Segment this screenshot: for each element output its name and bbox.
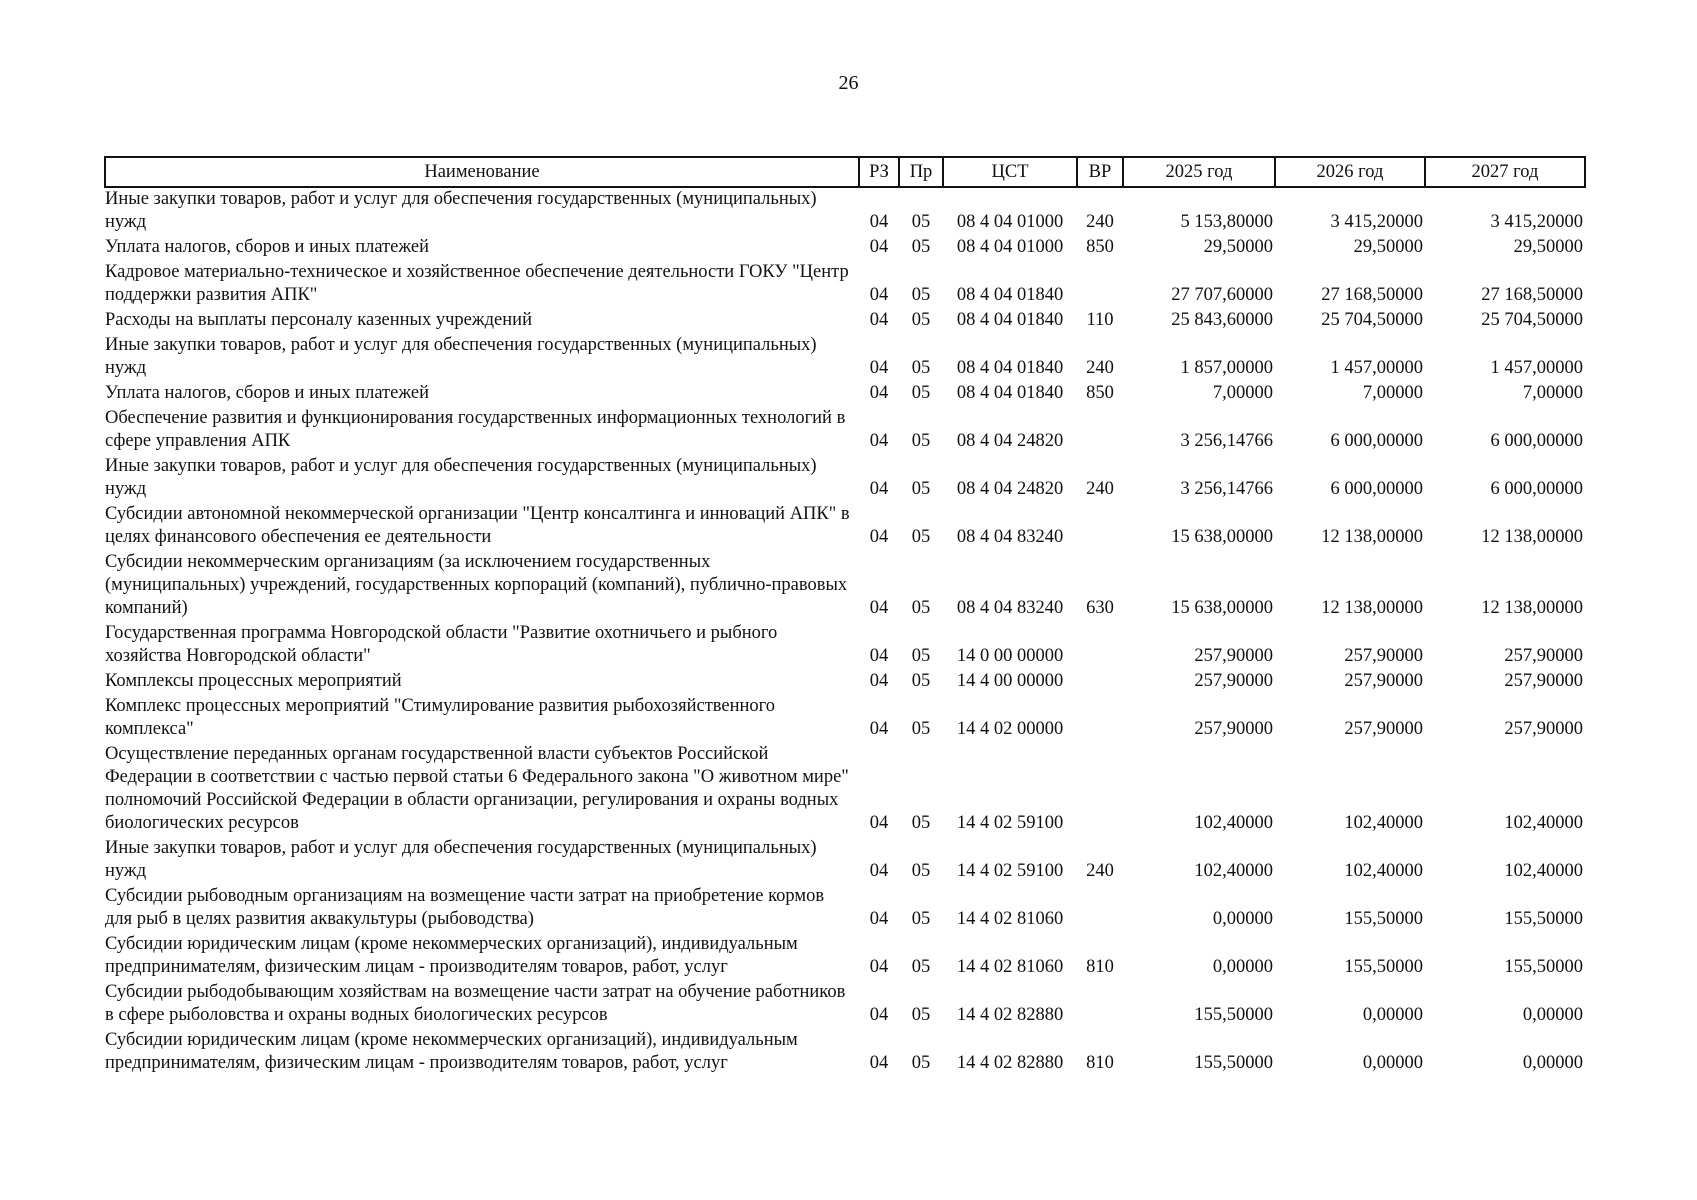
header-rz: РЗ bbox=[859, 157, 899, 187]
row-pr: 05 bbox=[911, 383, 931, 403]
row-value-2027: 6 000,00000 bbox=[1490, 431, 1583, 451]
row-name: Комплекс процессных мероприятий "Стимулирование развития рыбохозяйственного комплекса" bbox=[105, 696, 776, 739]
row-vr bbox=[1077, 503, 1123, 551]
row-value-2026: 3 415,20000 bbox=[1330, 212, 1423, 232]
row-vr bbox=[1077, 743, 1123, 837]
row-vr: 810 bbox=[1086, 957, 1114, 977]
row-cst: 14 0 00 00000 bbox=[956, 646, 1064, 666]
row-value-2025: 0,00000 bbox=[1212, 957, 1273, 977]
header-2026: 2026 год bbox=[1275, 157, 1425, 187]
row-pr: 05 bbox=[911, 212, 931, 232]
row-vr bbox=[1077, 695, 1123, 743]
table-row bbox=[105, 407, 1585, 455]
row-value-2026: 7,00000 bbox=[1362, 383, 1423, 403]
row-value-2025: 27 707,60000 bbox=[1171, 285, 1273, 305]
header-name: Наименование bbox=[105, 157, 859, 187]
row-cst: 08 4 04 01840 bbox=[956, 358, 1064, 378]
table-row bbox=[105, 622, 1585, 670]
row-cst: 08 4 04 24820 bbox=[956, 431, 1064, 451]
row-value-2027: 257,90000 bbox=[1504, 719, 1583, 739]
row-pr: 05 bbox=[911, 527, 931, 547]
row-pr: 05 bbox=[911, 719, 931, 739]
row-pr: 05 bbox=[911, 909, 931, 929]
row-value-2027: 12 138,00000 bbox=[1481, 598, 1583, 618]
table-row bbox=[105, 743, 1585, 837]
row-pr: 05 bbox=[911, 1005, 931, 1025]
row-value-2025: 7,00000 bbox=[1212, 383, 1273, 403]
row-rz: 04 bbox=[869, 598, 889, 618]
row-value-2026: 6 000,00000 bbox=[1330, 479, 1423, 499]
header-2025: 2025 год bbox=[1123, 157, 1275, 187]
row-vr bbox=[1077, 407, 1123, 455]
row-name: Субсидии некоммерческим организациям (за исключением государственных (муниципальных) учреждений, государственных корпораций (компаний), публично-правовых компаний) bbox=[105, 552, 848, 618]
row-value-2027: 257,90000 bbox=[1504, 671, 1583, 691]
row-value-2027: 155,50000 bbox=[1504, 957, 1583, 977]
row-value-2026: 155,50000 bbox=[1344, 909, 1423, 929]
row-value-2027: 155,50000 bbox=[1504, 909, 1583, 929]
row-value-2026: 102,40000 bbox=[1344, 861, 1423, 881]
row-vr: 240 bbox=[1086, 212, 1114, 232]
row-value-2025: 257,90000 bbox=[1194, 719, 1273, 739]
row-cst: 08 4 04 83240 bbox=[956, 598, 1064, 618]
row-rz: 04 bbox=[869, 813, 889, 833]
row-cst: 08 4 04 01000 bbox=[956, 212, 1064, 232]
row-rz: 04 bbox=[869, 671, 889, 691]
row-rz: 04 bbox=[869, 212, 889, 232]
table-row bbox=[105, 837, 1585, 885]
row-value-2026: 0,00000 bbox=[1362, 1005, 1423, 1025]
row-value-2025: 155,50000 bbox=[1194, 1053, 1273, 1073]
row-cst: 14 4 02 81060 bbox=[956, 909, 1064, 929]
row-name: Кадровое материально-техническое и хозяйственное обеспечение деятельности ГОКУ "Центр поддержки развития АПК" bbox=[105, 262, 849, 305]
row-cst: 14 4 02 59100 bbox=[956, 861, 1064, 881]
table-row bbox=[105, 670, 1585, 695]
row-value-2027: 7,00000 bbox=[1522, 383, 1583, 403]
table-body bbox=[105, 187, 1585, 1077]
row-vr bbox=[1077, 670, 1123, 695]
table-row bbox=[105, 885, 1585, 933]
row-value-2025: 257,90000 bbox=[1194, 671, 1273, 691]
row-cst: 14 4 02 82880 bbox=[956, 1005, 1064, 1025]
row-pr: 05 bbox=[911, 237, 931, 257]
row-rz: 04 bbox=[869, 646, 889, 666]
row-name: Субсидии автономной некоммерческой организации "Центр консалтинга и инноваций АПК" в целях финансового обеспечения ее деятельности bbox=[105, 504, 850, 547]
row-value-2027: 12 138,00000 bbox=[1481, 527, 1583, 547]
row-vr: 630 bbox=[1086, 598, 1114, 618]
row-vr bbox=[1077, 885, 1123, 933]
row-value-2025: 5 153,80000 bbox=[1180, 212, 1273, 232]
row-cst: 14 4 00 00000 bbox=[956, 671, 1064, 691]
row-value-2026: 257,90000 bbox=[1344, 646, 1423, 666]
row-value-2027: 29,50000 bbox=[1513, 237, 1583, 257]
header-cst: ЦСТ bbox=[943, 157, 1077, 187]
row-value-2026: 25 704,50000 bbox=[1321, 310, 1423, 330]
row-value-2025: 0,00000 bbox=[1212, 909, 1273, 929]
table-row bbox=[105, 261, 1585, 309]
row-rz: 04 bbox=[869, 1005, 889, 1025]
row-value-2025: 155,50000 bbox=[1194, 1005, 1273, 1025]
row-cst: 08 4 04 01000 bbox=[956, 237, 1064, 257]
row-pr: 05 bbox=[911, 957, 931, 977]
row-cst: 14 4 02 82880 bbox=[956, 1053, 1064, 1073]
row-pr: 05 bbox=[911, 813, 931, 833]
row-value-2026: 102,40000 bbox=[1344, 813, 1423, 833]
table-row bbox=[105, 187, 1585, 236]
table-row bbox=[105, 981, 1585, 1029]
row-pr: 05 bbox=[911, 358, 931, 378]
row-rz: 04 bbox=[869, 310, 889, 330]
row-value-2026: 12 138,00000 bbox=[1321, 598, 1423, 618]
row-vr: 810 bbox=[1086, 1053, 1114, 1073]
row-value-2026: 6 000,00000 bbox=[1330, 431, 1423, 451]
row-value-2027: 27 168,50000 bbox=[1481, 285, 1583, 305]
row-name: Субсидии юридическим лицам (кроме некоммерческих организаций), индивидуальным предпринимателям, физическим лицам - производителям товаров, работ, услуг bbox=[105, 1030, 798, 1073]
header-pr: Пр bbox=[899, 157, 943, 187]
row-pr: 05 bbox=[911, 1053, 931, 1073]
row-name: Государственная программа Новгородской области "Развитие охотничьего и рыбного хозяйства Новгородской области" bbox=[105, 623, 778, 666]
row-name: Осуществление переданных органам государственной власти субъектов Российской Федерации в соответствии с частью первой статьи 6 Федерального закона "О животном мире" полномочий Российской Федерации в области организации, регулирования и охраны водных биологических ресурсов bbox=[105, 744, 849, 833]
row-name: Субсидии рыбоводным организациям на возмещение части затрат на приобретение кормов для рыб в целях развития аквакультуры (рыбоводства) bbox=[105, 886, 825, 929]
row-value-2025: 102,40000 bbox=[1194, 813, 1273, 833]
row-value-2027: 102,40000 bbox=[1504, 813, 1583, 833]
row-value-2025: 3 256,14766 bbox=[1180, 479, 1273, 499]
row-rz: 04 bbox=[869, 957, 889, 977]
row-rz: 04 bbox=[869, 383, 889, 403]
row-vr: 240 bbox=[1086, 479, 1114, 499]
row-name: Уплата налогов, сборов и иных платежей bbox=[105, 383, 430, 403]
row-value-2026: 257,90000 bbox=[1344, 719, 1423, 739]
row-rz: 04 bbox=[869, 861, 889, 881]
row-value-2026: 0,00000 bbox=[1362, 1053, 1423, 1073]
row-value-2025: 15 638,00000 bbox=[1171, 527, 1273, 547]
row-value-2027: 0,00000 bbox=[1522, 1005, 1583, 1025]
row-value-2025: 102,40000 bbox=[1194, 861, 1273, 881]
table-row bbox=[105, 933, 1585, 981]
row-rz: 04 bbox=[869, 285, 889, 305]
row-vr bbox=[1077, 981, 1123, 1029]
row-value-2027: 3 415,20000 bbox=[1490, 212, 1583, 232]
row-value-2027: 0,00000 bbox=[1522, 1053, 1583, 1073]
row-name: Субсидии рыбодобывающим хозяйствам на возмещение части затрат на обучение работников в сфере рыболовства и охраны водных биологических ресурсов bbox=[105, 982, 846, 1025]
row-vr: 850 bbox=[1086, 237, 1114, 257]
row-vr: 110 bbox=[1086, 310, 1114, 330]
row-value-2025: 15 638,00000 bbox=[1171, 598, 1273, 618]
header-2027: 2027 год bbox=[1425, 157, 1585, 187]
row-value-2025: 25 843,60000 bbox=[1171, 310, 1273, 330]
table-row bbox=[105, 1029, 1585, 1077]
table-row bbox=[105, 382, 1585, 407]
table-row bbox=[105, 503, 1585, 551]
row-name: Субсидии юридическим лицам (кроме некоммерческих организаций), индивидуальным предпринимателям, физическим лицам - производителям товаров, работ, услуг bbox=[105, 934, 798, 977]
row-cst: 08 4 04 01840 bbox=[956, 285, 1064, 305]
table-row bbox=[105, 334, 1585, 382]
row-pr: 05 bbox=[911, 671, 931, 691]
table-row bbox=[105, 455, 1585, 503]
row-name: Комплексы процессных мероприятий bbox=[105, 671, 402, 691]
row-rz: 04 bbox=[869, 237, 889, 257]
table-header-row bbox=[105, 157, 1585, 187]
row-value-2027: 102,40000 bbox=[1504, 861, 1583, 881]
row-pr: 05 bbox=[911, 285, 931, 305]
table-row bbox=[105, 309, 1585, 334]
header-vr: ВР bbox=[1077, 157, 1123, 187]
row-cst: 14 4 02 59100 bbox=[956, 813, 1064, 833]
row-rz: 04 bbox=[869, 431, 889, 451]
row-name: Обеспечение развития и функционирования государственных информационных технологий в сфере управления АПК bbox=[105, 408, 846, 451]
row-name: Уплата налогов, сборов и иных платежей bbox=[105, 237, 430, 257]
row-name: Иные закупки товаров, работ и услуг для обеспечения государственных (муниципальных) нужд bbox=[105, 189, 817, 232]
row-vr: 850 bbox=[1086, 383, 1114, 403]
row-rz: 04 bbox=[869, 1053, 889, 1073]
row-rz: 04 bbox=[869, 909, 889, 929]
row-pr: 05 bbox=[911, 310, 931, 330]
row-rz: 04 bbox=[869, 479, 889, 499]
row-cst: 14 4 02 81060 bbox=[956, 957, 1064, 977]
table-row bbox=[105, 695, 1585, 743]
row-pr: 05 bbox=[911, 598, 931, 618]
budget-table bbox=[104, 156, 1586, 1077]
row-value-2027: 257,90000 bbox=[1504, 646, 1583, 666]
row-value-2027: 1 457,00000 bbox=[1490, 358, 1583, 378]
row-value-2025: 1 857,00000 bbox=[1180, 358, 1273, 378]
row-cst: 14 4 02 00000 bbox=[956, 719, 1064, 739]
row-rz: 04 bbox=[869, 527, 889, 547]
row-vr: 240 bbox=[1086, 861, 1114, 881]
row-pr: 05 bbox=[911, 861, 931, 881]
table-row bbox=[105, 551, 1585, 622]
row-vr bbox=[1077, 622, 1123, 670]
row-value-2025: 29,50000 bbox=[1203, 237, 1273, 257]
row-rz: 04 bbox=[869, 358, 889, 378]
row-vr bbox=[1077, 261, 1123, 309]
row-name: Иные закупки товаров, работ и услуг для обеспечения государственных (муниципальных) нужд bbox=[105, 838, 817, 881]
row-rz: 04 bbox=[869, 719, 889, 739]
row-value-2026: 27 168,50000 bbox=[1321, 285, 1423, 305]
row-vr: 240 bbox=[1086, 358, 1114, 378]
row-value-2026: 257,90000 bbox=[1344, 671, 1423, 691]
row-cst: 08 4 04 01840 bbox=[956, 310, 1064, 330]
row-value-2025: 3 256,14766 bbox=[1180, 431, 1273, 451]
row-name: Иные закупки товаров, работ и услуг для обеспечения государственных (муниципальных) нужд bbox=[105, 335, 817, 378]
row-name: Расходы на выплаты персоналу казенных учреждений bbox=[105, 310, 532, 330]
row-pr: 05 bbox=[911, 431, 931, 451]
row-pr: 05 bbox=[911, 646, 931, 666]
table-row bbox=[105, 236, 1585, 261]
row-value-2026: 29,50000 bbox=[1353, 237, 1423, 257]
row-value-2027: 25 704,50000 bbox=[1481, 310, 1583, 330]
row-pr: 05 bbox=[911, 479, 931, 499]
row-cst: 08 4 04 01840 bbox=[956, 383, 1064, 403]
row-value-2026: 1 457,00000 bbox=[1330, 358, 1423, 378]
page-number: 26 bbox=[838, 72, 859, 94]
row-name: Иные закупки товаров, работ и услуг для обеспечения государственных (муниципальных) нужд bbox=[105, 456, 817, 499]
row-value-2025: 257,90000 bbox=[1194, 646, 1273, 666]
row-value-2026: 12 138,00000 bbox=[1321, 527, 1423, 547]
row-value-2026: 155,50000 bbox=[1344, 957, 1423, 977]
row-cst: 08 4 04 83240 bbox=[956, 527, 1064, 547]
row-value-2027: 6 000,00000 bbox=[1490, 479, 1583, 499]
row-cst: 08 4 04 24820 bbox=[956, 479, 1064, 499]
